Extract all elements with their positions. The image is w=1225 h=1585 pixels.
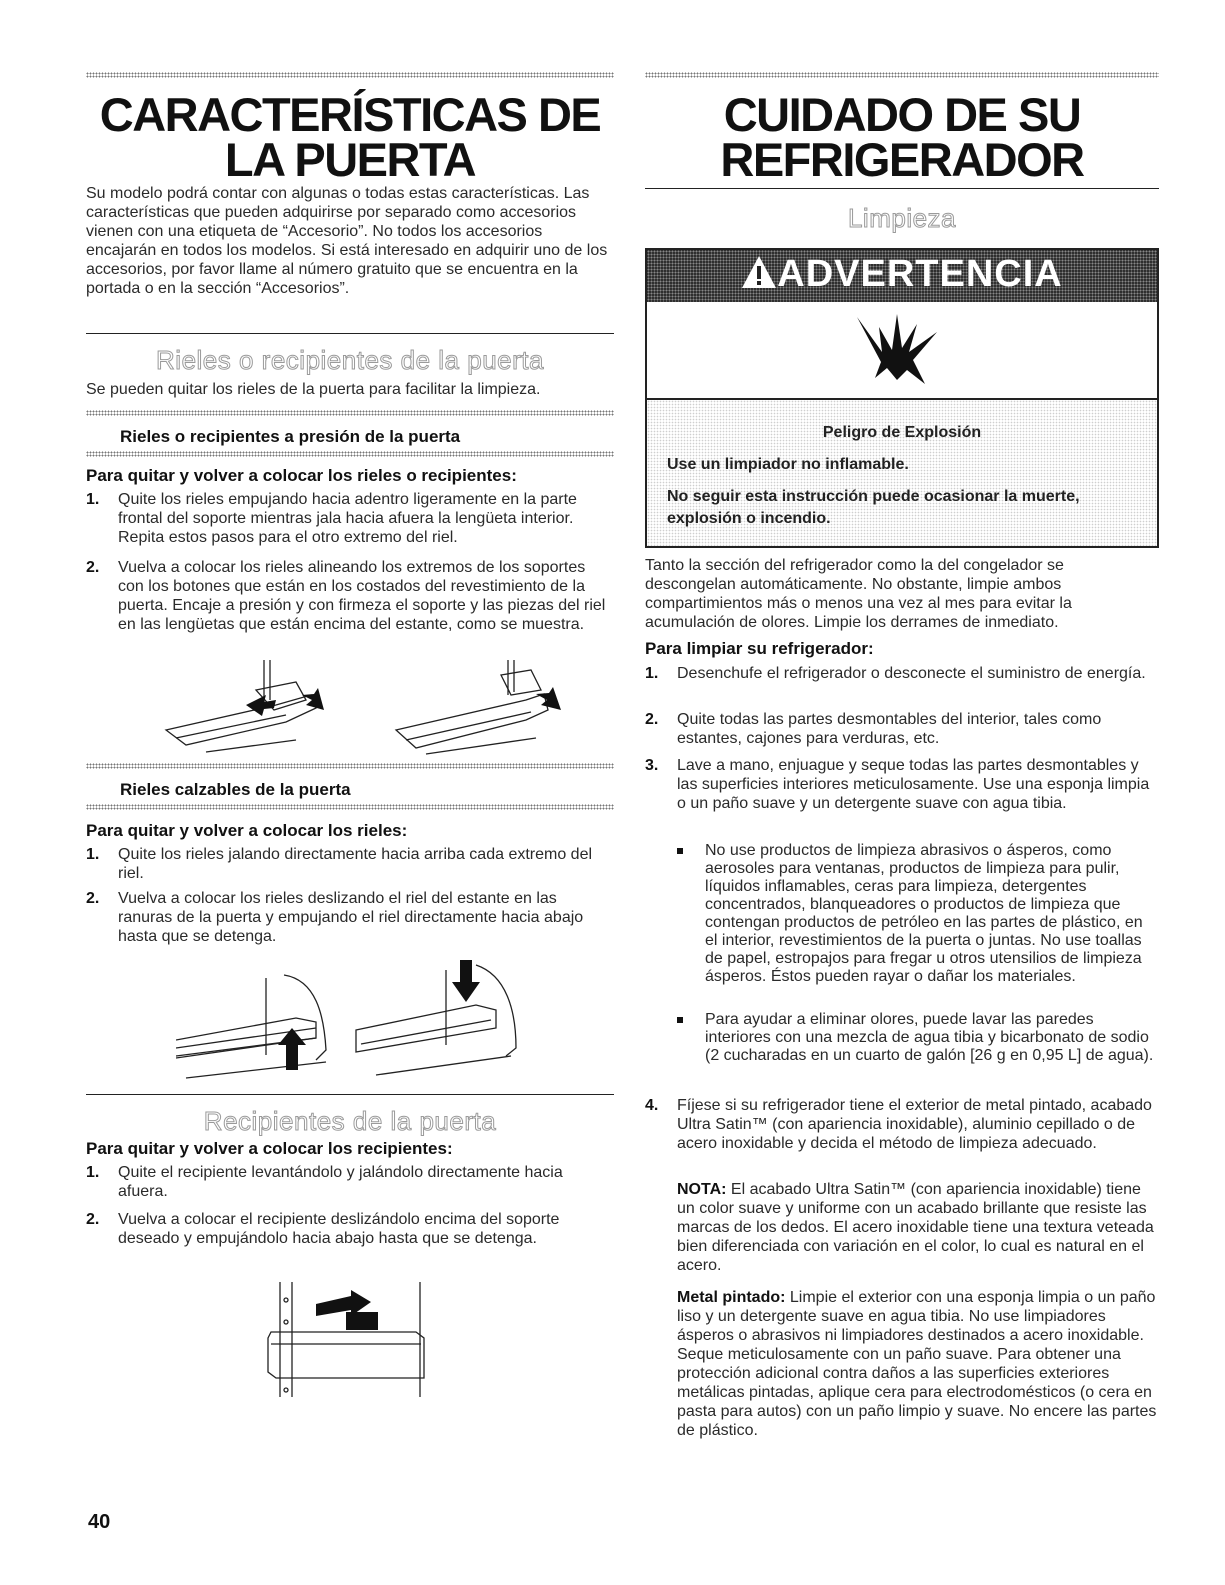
nota-paragraph bbox=[677, 1180, 1159, 1275]
warning-triangle-icon bbox=[741, 255, 777, 289]
step-text: Desenchufe el refrigerador o desconecte el suministro de energía. bbox=[677, 665, 1146, 682]
procedure-heading: Para quitar y volver a colocar los recipientes: bbox=[86, 1139, 453, 1158]
door-bin-illustration bbox=[256, 1282, 456, 1397]
bullet-item bbox=[677, 1011, 1159, 1065]
hazard-title: Peligro de Explosión bbox=[822, 424, 982, 441]
press-rail-illustration bbox=[146, 660, 566, 755]
warning-line2: No seguir esta instrucción puede ocasionar la muerte, explosión o incendio. bbox=[667, 488, 1080, 527]
warning-header-text: ADVERTENCIA bbox=[777, 253, 1063, 295]
nota-text: El acabado Ultra Satin™ (con apariencia inoxidable) tiene un color suave y uniforme con un acabado brillante que resiste las marcas de los dedos. El acero inoxidable tiene una textura veteada bien diferenciada con variación en el color, lo cual es natural en el acero. bbox=[677, 1181, 1154, 1274]
step-text: Vuelva a colocar los rieles alineando los extremos de los soportes con los botones que están en los costados del revestimiento de la puerta. Encaje a presión y con firmeza el soporte y las piezas del riel en las lengüetas que están encima del estante, como se muestra. bbox=[118, 559, 606, 633]
slide-rail-illustration bbox=[176, 960, 536, 1085]
warning-line1: Use un limpiador no inflamable. bbox=[667, 456, 909, 473]
bullet-text: No use productos de limpieza abrasivos o ásperos, como aerosoles para ventanas, productos de limpieza para pulir, líquidos inflamables, ceras para limpieza, detergentes concentrados, blanqueadores o productos de limpieza que contengan productos de petróleo en las partes de plástico, en el interior, revestimientos de la puerta o juntas. No use toallas de papel, estropajos para fregar u otros utensilios de limpieza ásperos. Éstos pueden rayar o dañar los materiales. bbox=[705, 842, 1143, 985]
step-text: Vuelva a colocar el recipiente deslizándolo encima del soporte deseado y empujándolo hacia abajo hasta que se detenga. bbox=[118, 1211, 560, 1247]
list-item: 2. Vuelva a colocar el recipiente deslizándolo encima del soporte deseado y empujándolo hacia abajo hasta que se detenga. bbox=[86, 1210, 614, 1248]
dotted-rule bbox=[86, 451, 614, 457]
list-item: 1. Quite los rieles empujando hacia adentro ligeramente en la parte frontal del soporte mientras jala hacia afuera la lengüeta interior. Repita estos pasos para el otro extremo del riel. bbox=[86, 490, 614, 547]
painted-metal-text: Limpie el exterior con una esponja limpia o un paño liso y un detergente suave en agua tibia. No use limpiadores ásperos o abrasivos ni limpiadores destinados a acero inoxidable. Seque meticulosamente con un paño suave. Para obtener una protección adicional contra daños a las superficies exteriores metálicas pintadas, aplique cera para electrodomésticos (o cera en pasta para autos) con un paño limpio y suave. No encere las partes de plástico. bbox=[677, 1289, 1157, 1439]
painted-metal-paragraph bbox=[677, 1288, 1159, 1440]
bullet-text: Para ayudar a eliminar olores, puede lavar las paredes interiores con una mezcla de agua tibia y bicarbonato de sodio (2 cucharadas en un cuarto de galón [26 g en 0,95 L] de agua). bbox=[705, 1011, 1154, 1064]
intro-paragraph: Su modelo podrá contar con algunas o todas estas características. Las características que pueden adquirirse por separado como accesorios vienen con una etiqueta de “Accesorio”. No todos los accesorios encajarán en todos los modelos. Si está interesado en adquirir uno de los accesorios, por favor llame al número gratuito que se encuentra en la portada o en la sección “Accesorios”. bbox=[86, 185, 608, 297]
list-item: 2. Vuelva a colocar los rieles alineando los extremos de los soportes con los botones que están en los costados del revestimiento de la puerta. Encaje a presión y con firmeza el soporte y las piezas del riel en las lengüetas que están encima del estante, como se muestra. bbox=[86, 558, 614, 634]
section-rule bbox=[86, 1094, 614, 1095]
step-text: Vuelva a colocar los rieles deslizando el riel del estante en las ranuras de la puerta y empujando el riel directamente hacia abajo hasta que se detenga. bbox=[118, 890, 584, 945]
top-dotted-rule bbox=[645, 72, 1159, 78]
dotted-rule bbox=[86, 763, 614, 769]
bullet-square-icon bbox=[677, 1017, 683, 1023]
step-text: Fíjese si su refrigerador tiene el exterior de metal pintado, acabado Ultra Satin™ (con apariencia inoxidable), aluminio cepillado o de acero inoxidable y decida el método de limpieza adecuado. bbox=[677, 1097, 1152, 1152]
warning-box bbox=[645, 248, 1159, 548]
list-item: 1. Quite el recipiente levantándolo y jalándolo directamente hacia afuera. bbox=[86, 1163, 614, 1201]
page-title-right-line2: REFRIGERADOR bbox=[720, 133, 1084, 186]
procedure-heading: Para limpiar su refrigerador: bbox=[645, 639, 874, 658]
list-item: 2. Vuelva a colocar los rieles deslizando el riel del estante en las ranuras de la puerta y empujando el riel directamente hacia abajo hasta que se detenga. bbox=[86, 889, 614, 946]
dotted-rule bbox=[86, 804, 614, 810]
bullet-square-icon bbox=[677, 848, 683, 854]
warning-title bbox=[647, 253, 1157, 296]
top-dotted-rule bbox=[86, 72, 614, 78]
section-rule bbox=[86, 333, 614, 334]
painted-metal-label: Metal pintado: bbox=[677, 1289, 786, 1306]
procedure-heading: Para quitar y volver a colocar los rieles o recipientes: bbox=[86, 466, 517, 485]
section-title-bins: Recipientes de la puerta bbox=[203, 1106, 497, 1136]
step-text: Lave a mano, enjuague y seque todas las partes desmontables y las superficies interiores meticulosamente. Use una esponja limpia o un paño suave y un detergente suave con agua tibia. bbox=[677, 757, 1150, 812]
subsection-title-slide-rails: Rieles calzables de la puerta bbox=[120, 780, 351, 799]
list-item: 1. Desenchufe el refrigerador o desconecte el suministro de energía. bbox=[645, 664, 1159, 683]
procedure-heading: Para quitar y volver a colocar los rieles: bbox=[86, 821, 408, 840]
section-intro-rails: Se pueden quitar los rieles de la puerta para facilitar la limpieza. bbox=[86, 381, 541, 398]
warning-header bbox=[647, 250, 1157, 302]
list-item: 3. Lave a mano, enjuague y seque todas las partes desmontables y las superficies interiores meticulosamente. Use una esponja limpia o un paño suave y un detergente suave con agua tibia. bbox=[645, 756, 1159, 813]
bullet-item bbox=[677, 842, 1159, 986]
explosion-icon bbox=[847, 312, 947, 392]
section-title-cleaning: Limpieza bbox=[847, 203, 957, 233]
section-title-rails: Rieles o recipientes de la puerta bbox=[156, 345, 544, 375]
list-item: 2. Quite todas las partes desmontables del interior, tales como estantes, cajones para verduras, etc. bbox=[645, 710, 1159, 748]
page-title-left-line1: CARACTERÍSTICAS DE bbox=[99, 88, 601, 141]
step-text: Quite el recipiente levantándolo y jalándolo directamente hacia afuera. bbox=[118, 1164, 563, 1200]
step-text: Quite los rieles empujando hacia adentro ligeramente en la parte frontal del soporte mientras jala hacia afuera la lengüeta interior. Repita estos pasos para el otro extremo del riel. bbox=[118, 491, 577, 546]
cleaning-intro: Tanto la sección del refrigerador como la del congelador se descongelan automáticamente. No obstante, limpie ambos compartimientos más o menos una vez al mes para evitar la acumulación de olores. Limpie los derrames de inmediato. bbox=[645, 557, 1072, 631]
section-rule bbox=[645, 188, 1159, 189]
page-title-right-line1: CUIDADO DE SU bbox=[723, 88, 1081, 141]
page-title-left-line2: LA PUERTA bbox=[224, 133, 476, 186]
list-item: 1. Quite los rieles jalando directamente hacia arriba cada extremo del riel. bbox=[86, 845, 614, 883]
step-text: Quite todas las partes desmontables del interior, tales como estantes, cajones para verduras, etc. bbox=[677, 711, 1102, 747]
step-text: Quite los rieles jalando directamente hacia arriba cada extremo del riel. bbox=[118, 846, 593, 882]
page-number: 40 bbox=[88, 1511, 111, 1533]
list-item: 4. Fíjese si su refrigerador tiene el exterior de metal pintado, acabado Ultra Satin™ (con apariencia inoxidable), aluminio cepillado o de acero inoxidable y decida el método de limpieza adecuado. bbox=[645, 1096, 1159, 1153]
subsection-title-press-rails: Rieles o recipientes a presión de la puerta bbox=[120, 427, 461, 446]
nota-label: NOTA: bbox=[677, 1181, 727, 1198]
warning-text-area bbox=[647, 400, 1157, 546]
explosion-icon-zone bbox=[647, 302, 1157, 400]
dotted-rule bbox=[86, 410, 614, 416]
